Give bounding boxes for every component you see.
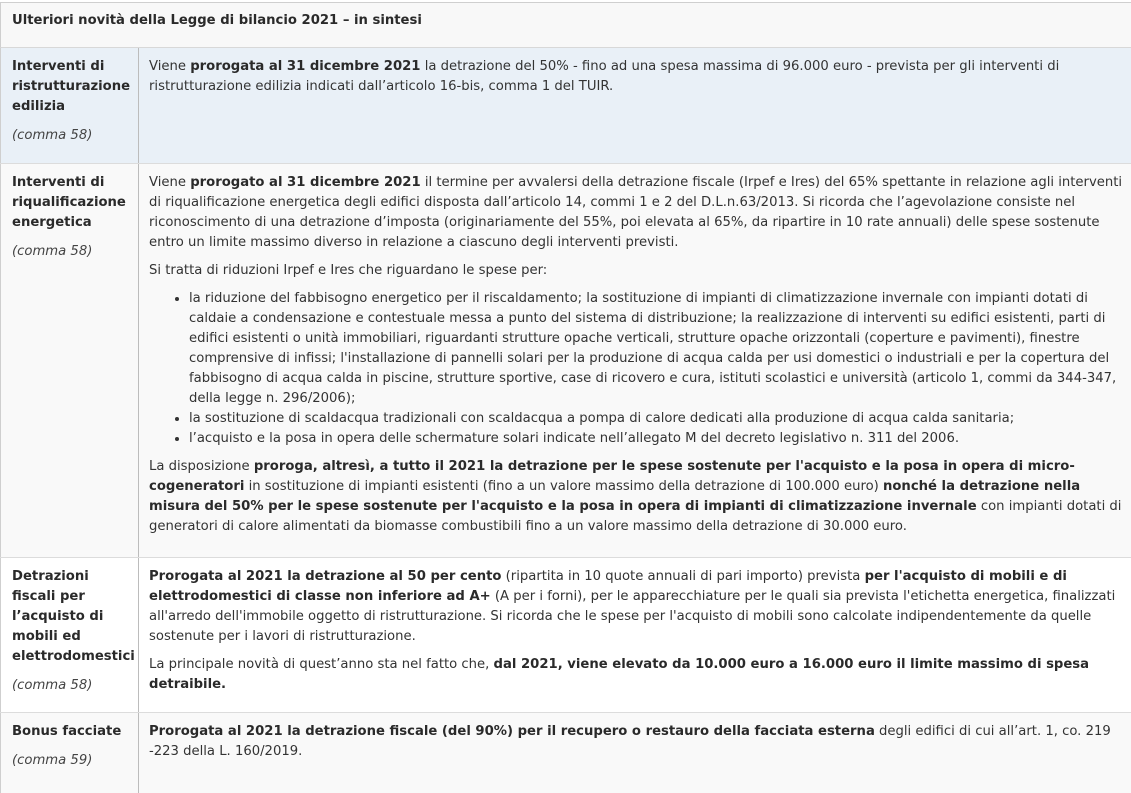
table-row [0, 48, 1131, 164]
row-title: Interventi di ristrutturazione edilizia [12, 59, 131, 114]
paragraph: Prorogata al 2021 la detrazione al 50 per cento (ripartita in 10 quote annuali di pari importo) prevista per l'acquisto di mobili e di elettrodomestici di classe non inferiore ad A+ (A per i forni), per le apparecchiature per le quali sia prevista l'etichetta energetica, finalizzati all'arredo dell'immobile oggetto di ristrutturazione. Si ricorda che le spese per l'acquisto di mobili sono calcolate indipendentemente da quelle sostenute per i lavori di ristrutturazione. [149, 569, 1116, 644]
paragraph: Si tratta di riduzioni Irpef e Ires che riguardano le spese per: [149, 263, 548, 278]
row-comma: (comma 58) [12, 128, 93, 143]
row-label-cell [0, 558, 139, 712]
row-content-cell [139, 713, 1131, 793]
table-row [0, 558, 1131, 713]
row-label-cell [0, 713, 139, 793]
row-comma: (comma 59) [12, 753, 93, 768]
paragraph: La principale novità di quest’anno sta nel fatto che, dal 2021, viene elevato da 10.000 euro a 16.000 euro il limite massimo di spesa detraibile. [149, 657, 1090, 692]
row-comma: (comma 58) [12, 678, 93, 693]
paragraph: Viene prorogata al 31 dicembre 2021 la detrazione del 50% - fino ad una spesa massima di 96.000 euro - prevista per gli interventi di ristrutturazione edilizia indicati dall’articolo 16-bis, comma 1 del TUIR. [149, 59, 1060, 94]
paragraph: Prorogata al 2021 la detrazione fiscale (del 90%) per il recupero o restauro della facciata esterna degli edifici di cui all’art. 1, co. 219 -223 della L. 160/2019. [149, 724, 1111, 759]
row-content-cell [139, 164, 1131, 557]
paragraph: Viene prorogato al 31 dicembre 2021 il termine per avvalersi della detrazione fiscale (Irpef e Ires) del 65% spettante in relazione agli interventi di riqualificazione energetica degli edifici disposta dall’articolo 14, commi 1 e 2 del D.L.n.63/2013. Si ricorda che l’agevolazione consiste nel riconoscimento di una detrazione d’imposta (originariamente del 55%, poi elevata al 65%, da ripartire in 10 rate annuali) delle spese sostenute entro un limite massimo diverso in relazione a ciascuno degli interventi previsti. [149, 175, 1123, 250]
row-content-cell [139, 48, 1131, 163]
table-row [0, 713, 1131, 793]
row-comma: (comma 58) [12, 244, 93, 259]
list-item: • la sostituzione di scaldacqua tradizionali con scaldacqua a pompa di calore dedicati alla produzione di acqua calda sanitaria; [189, 409, 1123, 429]
table-row [0, 164, 1131, 558]
row-content-cell [139, 558, 1131, 712]
paragraph: La disposizione proroga, altresì, a tutto il 2021 la detrazione per le spese sostenute per l'acquisto e la posa in opera di micro-cogeneratori in sostituzione di impianti esistenti (fino a un valore massimo della detrazione di 100.000 euro) nonché la detrazione nella misura del 50% per le spese sostenute per l'acquisto e la posa in opera di impianti di climatizzazione invernale con impianti dotati di generatori di calore alimentati da biomasse combustibili fino a un valore massimo della detrazione di 30.000 euro. [149, 459, 1122, 534]
bullet-list [149, 289, 1123, 449]
row-title: Bonus facciate [12, 724, 122, 739]
list-item: • la riduzione del fabbisogno energetico per il riscaldamento; la sostituzione di impianti di climatizzazione invernale con impianti dotati di caldaie a condensazione e contestuale messa a punto del sistema di distribuzione; la realizzazione di interventi su edifici esistenti, parti di edifici esistenti o unità immobiliari, riguardanti strutture opache verticali, strutture opache orizzontali (coperture e pavimenti), finestre comprensive di infissi; l'installazione di pannelli solari per la produzione di acqua calda per usi domestici o industriali e per la copertura del fabbisogno di acqua calda in piscine, strutture sportive, case di ricovero e cura, istituti scolastici e università (articolo 1, commi da 344-347, della legge n. 296/2006); [189, 289, 1123, 409]
summary-table [0, 2, 1131, 793]
row-title: Interventi di riqualificazione energetica [12, 175, 126, 230]
row-label-cell [0, 164, 139, 557]
table-header: Ulteriori novità della Legge di bilancio 2021 – in sintesi [0, 3, 1131, 48]
row-label-cell [0, 48, 139, 163]
row-title: Detrazioni fiscali per l’acquisto di mobili ed elettrodomestici [12, 569, 135, 664]
list-item: • l’acquisto e la posa in opera delle schermature solari indicate nell’allegato M del decreto legislativo n. 311 del 2006. [189, 429, 1123, 449]
